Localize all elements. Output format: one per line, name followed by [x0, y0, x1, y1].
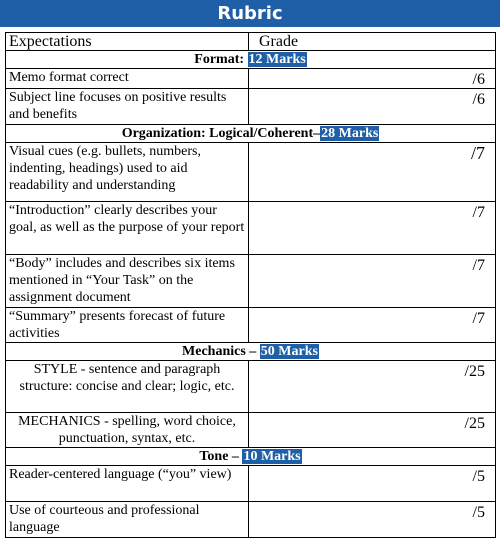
- expectation-text: “Summary” presents forecast of future activities: [6, 308, 249, 343]
- section-title: Tone –: [199, 449, 239, 464]
- grade-cell: /25: [249, 361, 496, 413]
- grade-cell: /7: [249, 202, 496, 255]
- section-header-format: [6, 51, 496, 69]
- section-header-mechanics: [6, 343, 496, 361]
- expectation-text: MECHANICS - spelling, word choice, punctuation, syntax, etc.: [6, 413, 249, 448]
- table-row: [6, 143, 496, 202]
- rubric-title: Rubric: [0, 0, 500, 27]
- expectation-text: Subject line focuses on positive results and benefits: [6, 89, 249, 125]
- rubric-table: [5, 32, 496, 538]
- expectation-text: Use of courteous and professional language: [6, 502, 249, 538]
- expectation-text: “Introduction” clearly describes your goal, as well as the purpose of your report: [6, 202, 249, 255]
- grade-cell: /7: [249, 255, 496, 308]
- expectation-text: Memo format correct: [6, 69, 249, 89]
- grade-cell: /7: [249, 308, 496, 343]
- table-row: [6, 308, 496, 343]
- table-row: [6, 69, 496, 89]
- table-row: [6, 502, 496, 538]
- section-marks: 28 Marks: [321, 126, 379, 141]
- expectation-text: STYLE - sentence and paragraph structure: concise and clear; logic, etc.: [6, 361, 249, 413]
- header-row: [6, 33, 496, 51]
- grade-cell: /5: [249, 502, 496, 538]
- expectations-header: Expectations: [6, 33, 249, 51]
- table-row: [6, 361, 496, 413]
- section-marks: 12 Marks: [248, 52, 306, 67]
- expectation-text: “Body” includes and describes six items mentioned in “Your Task” on the assignment document: [6, 255, 249, 308]
- expectation-text: Visual cues (e.g. bullets, numbers, indenting, headings) used to aid readability and understanding: [6, 143, 249, 202]
- grade-cell: /7: [249, 143, 496, 202]
- grade-cell: /6: [249, 69, 496, 89]
- expectation-text: Reader-centered language (“you” view): [6, 466, 249, 502]
- table-row: [6, 202, 496, 255]
- table-row: [6, 89, 496, 125]
- grade-header: Grade: [249, 33, 496, 51]
- section-marks: 50 Marks: [260, 344, 318, 359]
- section-title: Mechanics –: [182, 344, 257, 359]
- table-row: [6, 466, 496, 502]
- section-header-organization: [6, 125, 496, 143]
- section-title: Organization: Logical/Coherent–: [121, 126, 321, 141]
- section-header-tone: [6, 448, 496, 466]
- grade-cell: /25: [249, 413, 496, 448]
- grade-cell: /5: [249, 466, 496, 502]
- table-row: [6, 255, 496, 308]
- section-title: Format:: [194, 52, 245, 67]
- grade-cell: /6: [249, 89, 496, 125]
- table-row: [6, 413, 496, 448]
- section-marks: 10 Marks: [243, 449, 301, 464]
